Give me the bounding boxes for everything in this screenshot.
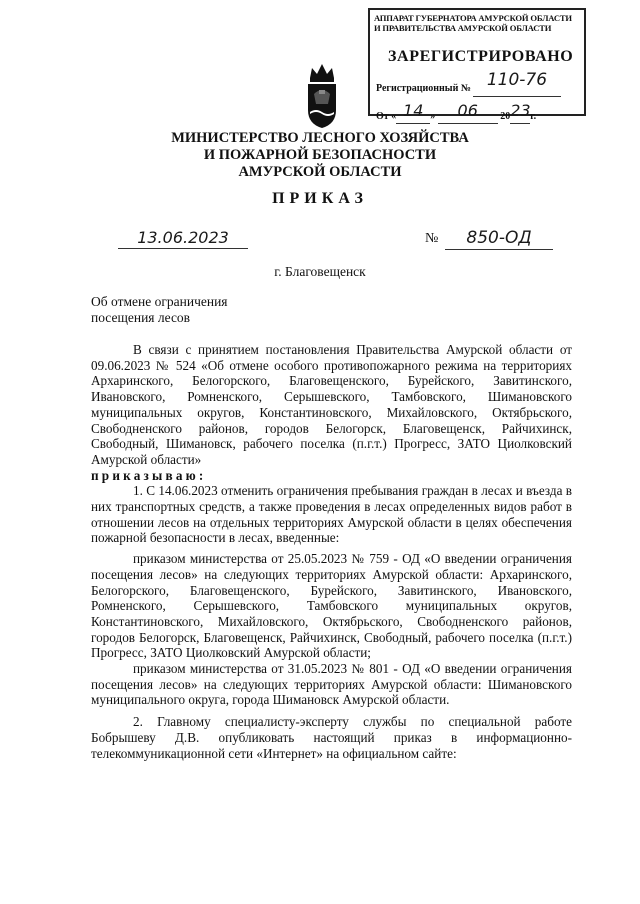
stamp-header-line2: И ПРАВИТЕЛЬСТВА АМУРСКОЙ ОБЛАСТИ xyxy=(374,23,552,33)
city: г. Благовещенск xyxy=(274,264,366,279)
order-date: 13.06.2023 xyxy=(118,228,248,249)
item1b-paragraph: приказом министерства от 31.05.2023 № 801 - ОД «О введении ограничения посещения лесов» на следующих территориях Амурской области: Шимановского муниципального округа, города Шимановск Амурской области. xyxy=(91,661,572,708)
order-word: приказываю: xyxy=(91,467,207,483)
ministry-line1: МИНИСТЕРСТВО ЛЕСНОГО ХОЗЯЙСТВА xyxy=(171,130,469,146)
stamp-reg-line xyxy=(376,70,561,97)
stamp-reg-label: Регистрационный № xyxy=(376,83,471,94)
preamble-paragraph: В связи с принятием постановления Правительства Амурской области от 09.06.2023 № 524 «Об отмене особого противопожарного режима на территориях Архаринского, Белогорского, Благовещенского, Бурейского, Завитинского, Ивановского, Ромненского, Серышевского, Тамбовского, Шимановского муниципальных округов, Константиновского, Михайловского, Октябрьского, Свободненского районов, городов Белогорск, Благовещенск, Райчихинск, Свободный, Шимановск, рабочего поселка (п.г.т.) Прогресс, ЗАТО Циолковский Амурской области» xyxy=(91,342,572,467)
document-type: ПРИКАЗ xyxy=(272,190,368,207)
item1-paragraph: 1. С 14.06.2023 отменить ограничения пребывания граждан в лесах и въезда в них транспортных средств, а также проведения в лесах определенных видов работ в отношении лесов на отдельных территориях Амурской области в целях обеспечения пожарной безопасности в лесах, введенные: xyxy=(91,483,572,546)
order-number-label: № xyxy=(425,231,439,246)
registration-stamp xyxy=(368,8,586,122)
order-subject xyxy=(91,294,228,326)
stamp-date-day: 14 xyxy=(403,101,424,120)
ministry-name xyxy=(0,130,640,181)
stamp-date-line xyxy=(376,101,537,124)
coat-of-arms-icon xyxy=(302,60,342,130)
stamp-date-mid: » xyxy=(430,111,436,122)
stamp-date-month: 06 xyxy=(457,101,478,120)
stamp-date-year: 23 xyxy=(510,101,531,120)
item1a-paragraph: приказом министерства от 25.05.2023 № 759 - ОД «О введении ограничения посещения лесов» на следующих территориях Амурской области: Архаринского, Белогорского, Благовещенского, Бурейского, Завитинского, Ивановского, Ромненского, Серышевского, Тамбовского муниципальных округов, Константиновского, Михайловского, Октябрьского, Свободненского районов, городов Белогорск, Благовещенск, Райчихинск, Свободный, рабочего поселка (п.г.т.) Прогресс, ЗАТО Циолковский Амурской области; xyxy=(91,551,572,661)
document-body xyxy=(91,342,572,761)
item2-paragraph: 2. Главному специалисту-эксперту службы по специальной работе Бобрышеву Д.В. опубликовать настоящий приказ в информационно-телекоммуникационной сети «Интернет» на официальном сайте: xyxy=(91,714,572,761)
stamp-date-year-end: г. xyxy=(530,111,537,122)
stamp-date-year-prefix: 20 xyxy=(500,111,511,122)
ministry-line2: И ПОЖАРНОЙ БЕЗОПАСНОСТИ xyxy=(203,147,437,163)
stamp-header-line1: АППАРАТ ГУБЕРНАТОРА АМУРСКОЙ ОБЛАСТИ xyxy=(374,13,572,23)
ministry-line3: АМУРСКОЙ ОБЛАСТИ xyxy=(238,164,402,180)
stamp-reg-number: 110-76 xyxy=(486,70,548,90)
stamp-date-from: От « xyxy=(376,111,397,122)
subject-line1: Об отмене ограничения xyxy=(91,294,228,309)
stamp-title: ЗАРЕГИСТРИРОВАНО xyxy=(388,48,574,65)
order-number: 850-ОД xyxy=(445,228,553,250)
stamp-header xyxy=(374,13,580,33)
subject-line2: посещения лесов xyxy=(91,310,191,325)
